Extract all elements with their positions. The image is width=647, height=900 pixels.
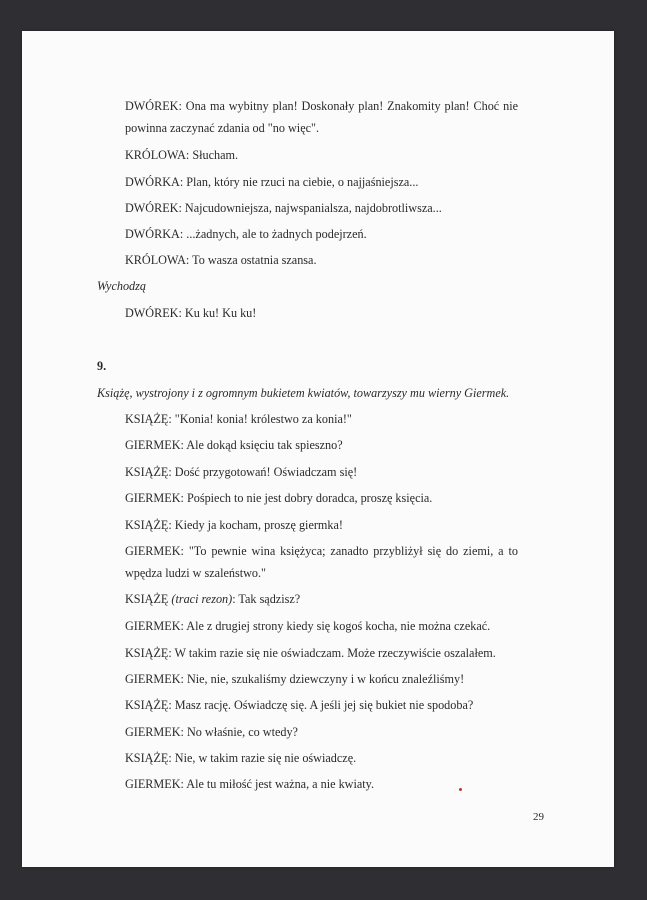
- dialogue-line-ksiaze: KSIĄŻĘ: Nie, w takim razie się nie oświadczę.: [125, 751, 357, 765]
- dialogue-line-ksiaze: KSIĄŻĘ: Dość przygotowań! Oświadczam się!: [125, 465, 358, 479]
- dialogue-line-giermek: GIERMEK: No właśnie, co wtedy?: [125, 725, 298, 739]
- dialogue-line-continuation: wpędza ludzi w szaleństwo.": [125, 566, 267, 580]
- paper-speck: [459, 788, 462, 791]
- speech-text: Tak sądzisz?: [235, 592, 301, 606]
- dialogue-line-giermek: GIERMEK: Ale dokąd księciu tak spieszno?: [125, 438, 343, 452]
- dialogue-line-dworek: DWÓREK: Ku ku! Ku ku!: [125, 306, 257, 320]
- dialogue-line-giermek: GIERMEK: Nie, nie, szukaliśmy dziewczyny i w końcu znaleźliśmy!: [125, 672, 465, 686]
- speaker-name: KSIĄŻĘ: [125, 592, 169, 606]
- page-number: 29: [533, 811, 544, 823]
- dialogue-line-krolowa: KRÓLOWA: Słucham.: [125, 148, 239, 162]
- dialogue-line-ksiaze: KSIĄŻĘ: "Konia! konia! królestwo za konia!": [125, 412, 352, 426]
- dialogue-line-krolowa: KRÓLOWA: To wasza ostatnia szansa.: [125, 253, 317, 267]
- dialogue-line-giermek: GIERMEK: Ale z drugiej strony kiedy się kogoś kocha, nie można czekać.: [125, 619, 491, 633]
- speaker-separator: :: [232, 592, 236, 606]
- scene-number: 9.: [97, 359, 107, 373]
- dialogue-line-continuation: powinna zaczynać zdania od "no więc".: [125, 121, 320, 135]
- dialogue-line-giermek: GIERMEK: "To pewnie wina księżyca; zanadto przybliżył się do ziemi, a to: [125, 544, 518, 558]
- dialogue-line-dworek: DWÓREK: Ona ma wybitny plan! Doskonały plan! Znakomity plan! Choć nie: [125, 99, 518, 113]
- dialogue-line-giermek: GIERMEK: Ale tu miłość jest ważna, a nie kwiaty.: [125, 777, 374, 791]
- dialogue-line-dworka: DWÓRKA: ...żadnych, ale to żadnych podejrzeń.: [125, 227, 367, 241]
- stage-direction: Wychodzą: [97, 279, 146, 293]
- stage-direction: Książę, wystrojony i z ogromnym bukietem kwiatów, towarzyszy mu wierny Giermek.: [97, 386, 510, 400]
- dialogue-line-dworka: DWÓRKA: Plan, który nie rzuci na ciebie, o najjaśniejsza...: [125, 175, 419, 189]
- dialogue-line-ksiaze: [125, 592, 300, 606]
- dialogue-line-ksiaze: KSIĄŻĘ: Masz rację. Oświadczę się. A jeśli jej się bukiet nie spodoba?: [125, 698, 474, 712]
- document-page: [22, 31, 614, 867]
- dialogue-line-dworek: DWÓREK: Najcudowniejsza, najwspanialsza, najdobrotliwsza...: [125, 201, 442, 215]
- parenthetical-direction: (traci rezon): [171, 592, 233, 606]
- dialogue-line-ksiaze: KSIĄŻĘ: W takim razie się nie oświadczam. Może rzeczywiście oszalałem.: [125, 646, 496, 660]
- dialogue-line-ksiaze: KSIĄŻĘ: Kiedy ja kocham, proszę giermka!: [125, 518, 343, 532]
- dialogue-line-giermek: GIERMEK: Pośpiech to nie jest dobry doradca, proszę księcia.: [125, 491, 433, 505]
